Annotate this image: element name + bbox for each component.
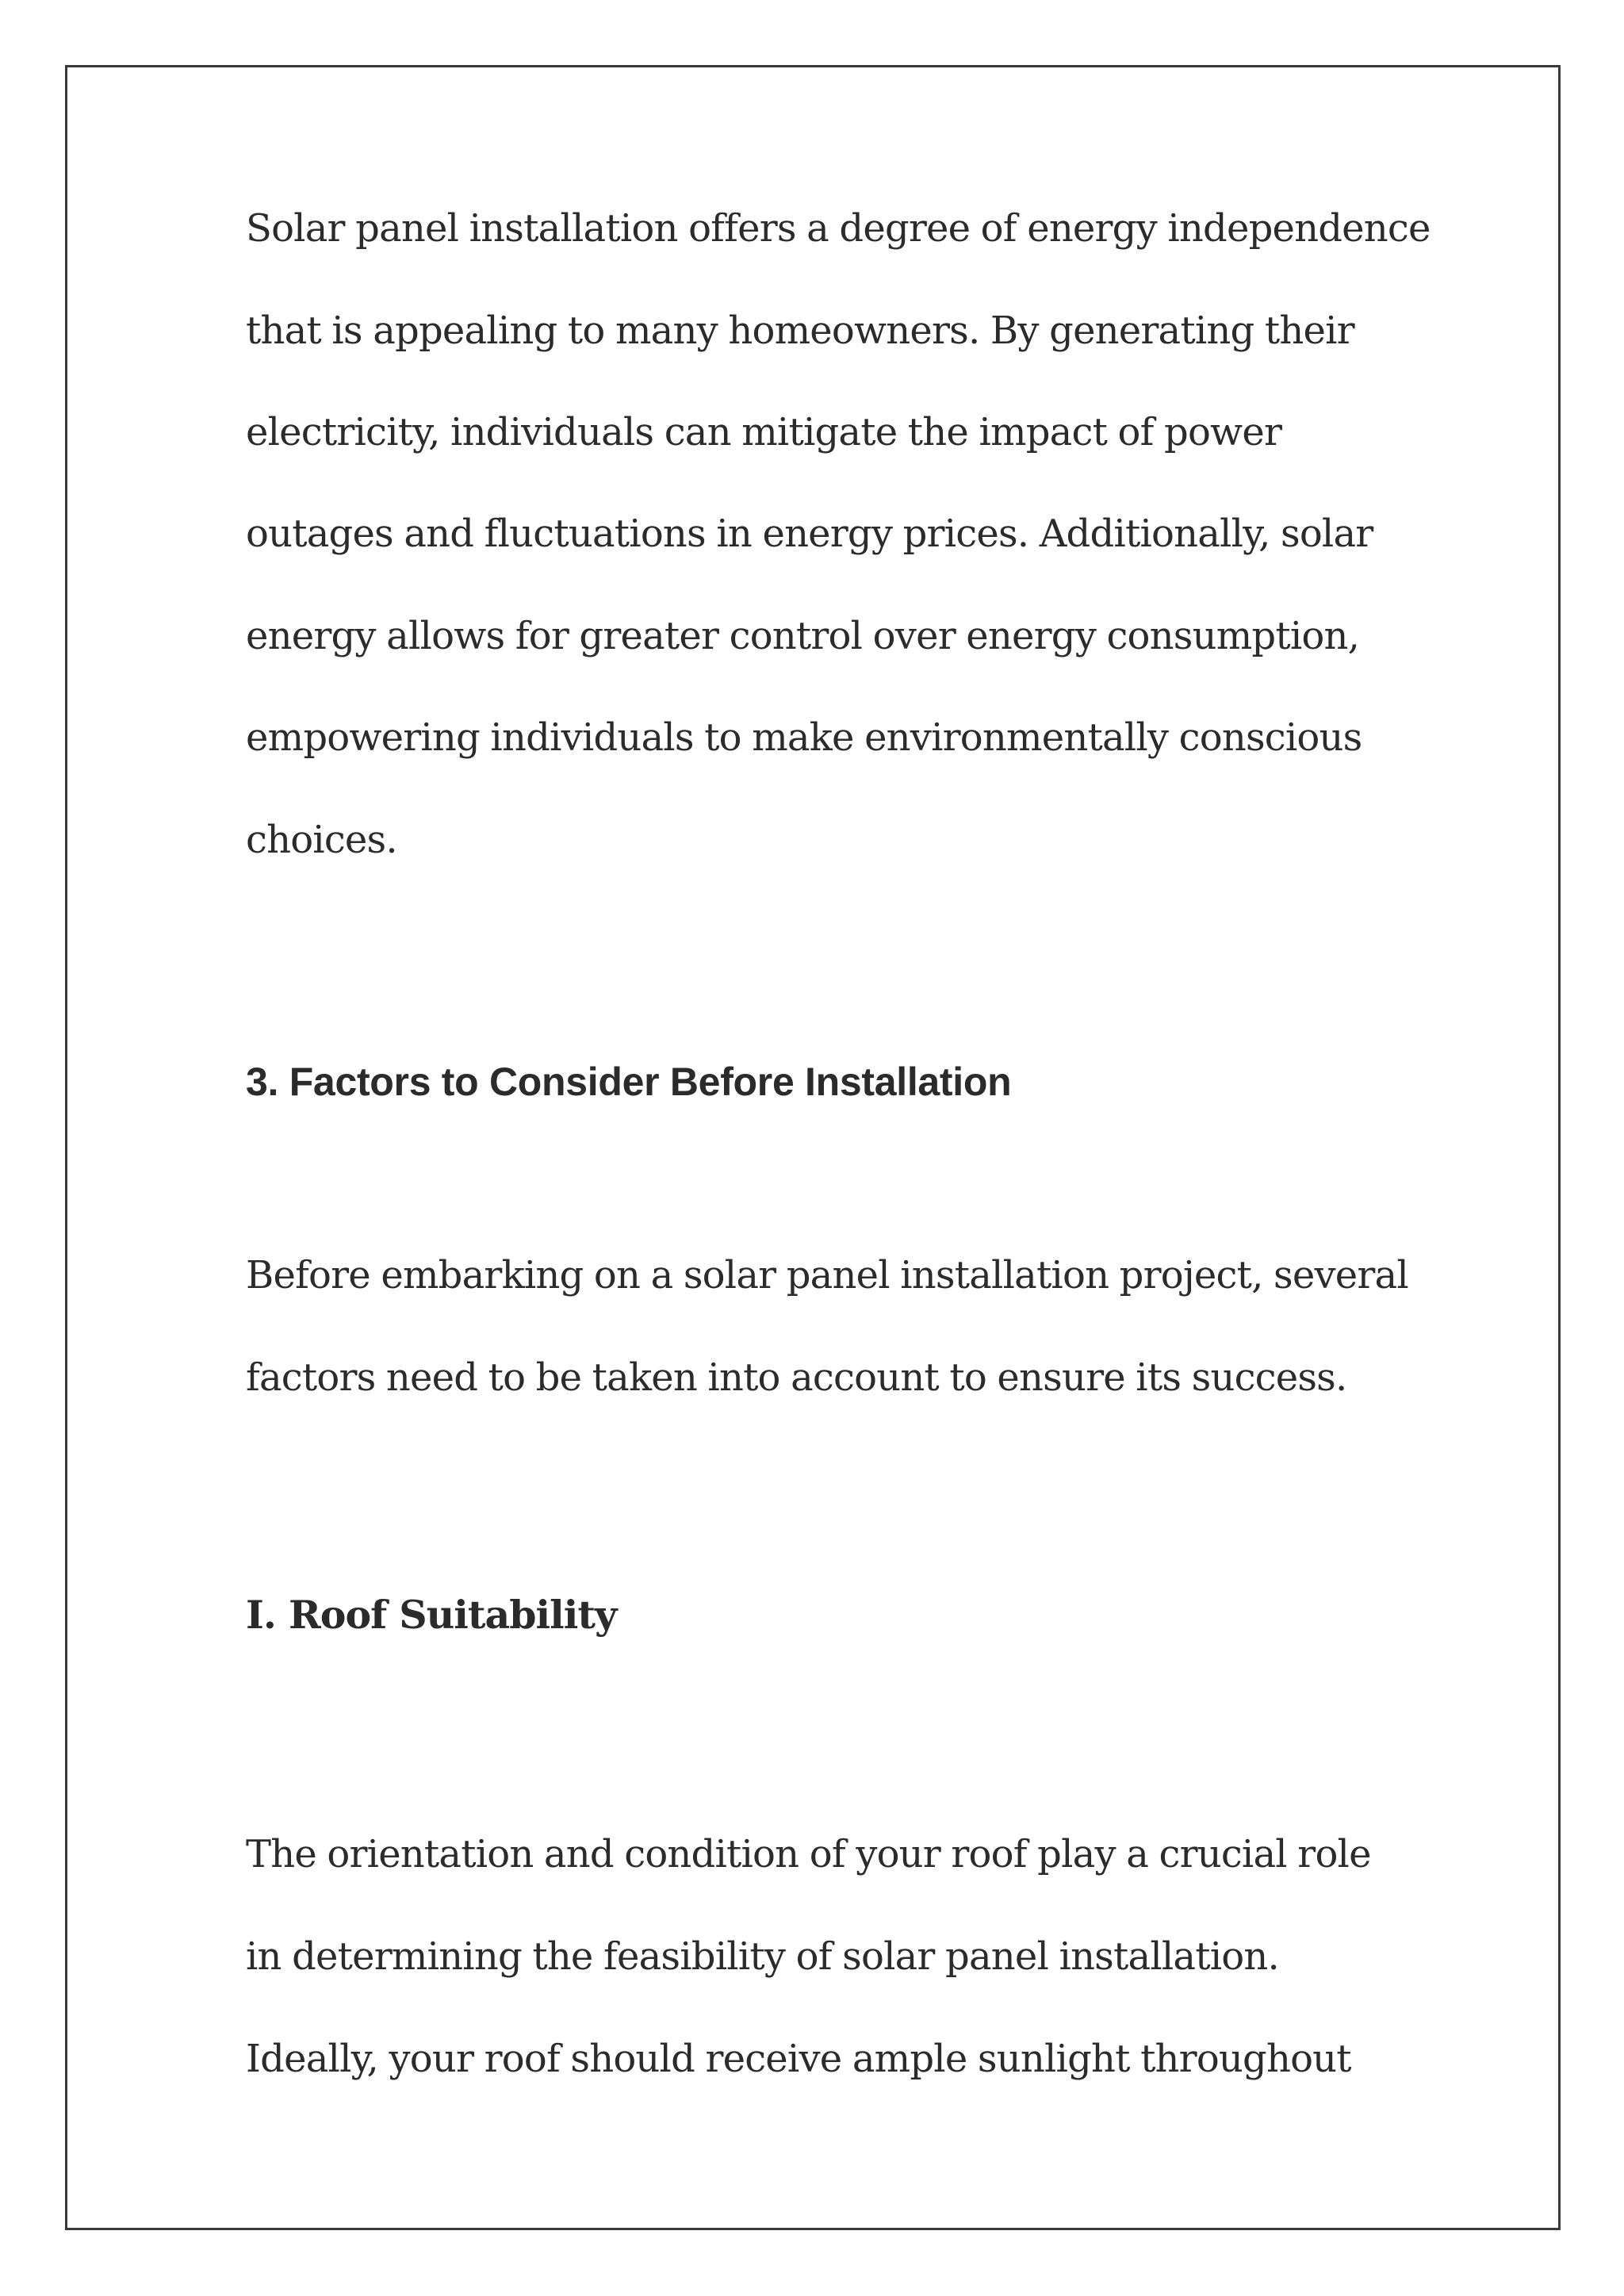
paragraph-1-line-4: outages and fluctuations in energy prices. Additionally, solar bbox=[246, 512, 1373, 556]
paragraph-1-line-7: choices. bbox=[246, 818, 397, 862]
section-heading: 3. Factors to Consider Before Installation bbox=[246, 1060, 1012, 1104]
paragraph-1-line-3: electricity, individuals can mitigate the impact of power bbox=[246, 410, 1282, 454]
paragraph-2-line-2: factors need to be taken into account to ensure its success. bbox=[246, 1355, 1347, 1400]
paragraph-3-line-1: The orientation and condition of your roof play a crucial role bbox=[246, 1832, 1371, 1876]
paragraph-1-line-5: energy allows for greater control over energy consumption, bbox=[246, 614, 1360, 658]
page-border bbox=[65, 65, 1561, 2230]
paragraph-3-line-2: in determining the feasibility of solar panel installation. bbox=[246, 1934, 1279, 1979]
paragraph-1-line-2: that is appealing to many homeowners. By generating their bbox=[246, 309, 1354, 353]
subsection-heading: I. Roof Suitability bbox=[246, 1592, 617, 1638]
paragraph-3-line-3: Ideally, your roof should receive ample sunlight throughout bbox=[246, 2037, 1351, 2081]
paragraph-1-line-1: Solar panel installation offers a degree of energy independence bbox=[246, 206, 1431, 251]
paragraph-2-line-1: Before embarking on a solar panel installation project, several bbox=[246, 1253, 1408, 1297]
paragraph-1-line-6: empowering individuals to make environmentally conscious bbox=[246, 715, 1362, 760]
